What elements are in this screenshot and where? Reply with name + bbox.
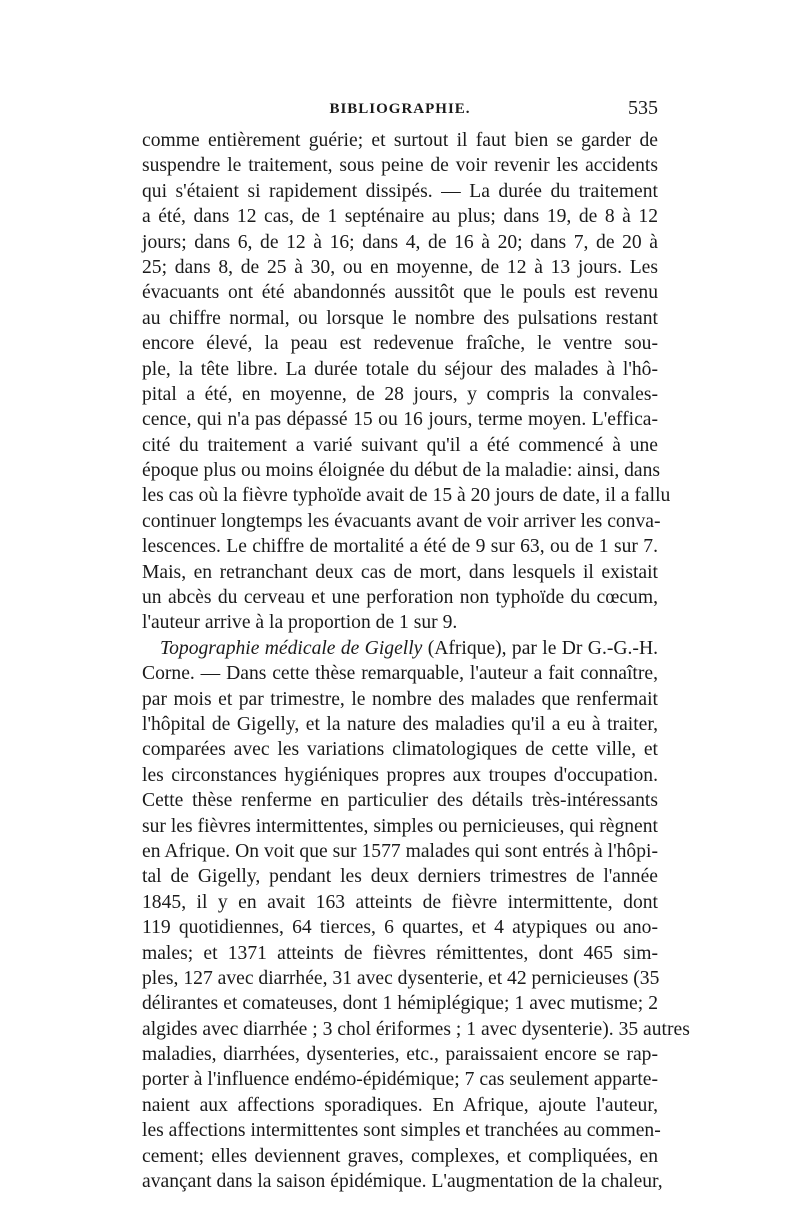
text-line: comparées avec les variations climatologiques de cette ville, et — [142, 739, 658, 761]
text-line: l'auteur arrive à la proportion de 1 sur 9. — [142, 612, 458, 634]
text-line: en Afrique. On voit que sur 1577 malades qui sont entrés à l'hôpi- — [142, 840, 658, 862]
text-line — [142, 636, 658, 661]
text-line: les cas où la fièvre typhoïde avait de 15 à 20 jours de date, il a fallu — [142, 485, 671, 507]
text-line: par mois et par trimestre, le nombre des malades que renfermait — [142, 688, 658, 710]
text-line: ples, 127 avec diarrhée, 31 avec dysenterie, et 42 pernicieuses (35 — [142, 967, 660, 989]
text-line: algides avec diarrhée ; 3 chol ériformes ; 1 avec dysenterie). 35 autres — [142, 1018, 690, 1040]
text-line: l'hôpital de Gigelly, et la nature des maladies qu'il a eu à traiter, — [142, 713, 658, 735]
text-line: au chiffre normal, ou lorsque le nombre des pulsations restant — [142, 307, 658, 329]
text-line: 1845, il y en avait 163 atteints de fièvre intermittente, dont — [142, 891, 658, 913]
text-line: continuer longtemps les évacuants avant de voir arriver les conva- — [142, 510, 661, 532]
text-line: suspendre le traitement, sous peine de voir revenir les accidents — [142, 155, 658, 177]
text-line: maladies, diarrhées, dysenteries, etc., paraissaient encore se rap- — [142, 1044, 658, 1066]
text-line: pital a été, en moyenne, de 28 jours, y compris la convales- — [142, 383, 658, 405]
text-line: a été, dans 12 cas, de 1 septénaire au plus; dans 19, de 8 à 12 — [142, 206, 658, 228]
text-line: évacuants ont été abandonnés aussitôt que le pouls est revenu — [142, 282, 658, 304]
text-line: cence, qui n'a pas dépassé 15 ou 16 jours, terme moyen. L'effica- — [142, 409, 658, 431]
text-line: tal de Gigelly, pendant les deux derniers trimestres de l'année — [142, 866, 658, 888]
text-line: les circonstances hygiéniques propres aux troupes d'occupation. — [142, 764, 658, 786]
text-line: Cette thèse renferme en particulier des détails très-intéressants — [142, 790, 658, 812]
text-line: males; et 1371 atteints de fièvres rémittentes, dont 465 sim- — [142, 942, 658, 964]
text-line: 119 quotidiennes, 64 tierces, 6 quartes, et 4 atypiques ou ano- — [142, 917, 658, 939]
text-line: sur les fièvres intermittentes, simples ou pernicieuses, qui règnent — [142, 815, 658, 837]
text-line: comme entièrement guérie; et surtout il faut bien se garder de — [142, 130, 658, 151]
text-line: porter à l'influence endémo-épidémique; 7 cas seulement apparte- — [142, 1069, 658, 1091]
text-line: cement; elles deviennent graves, complexes, et compliquées, en — [142, 1145, 658, 1167]
text-line: lescences. Le chiffre de mortalité a été de 9 sur 63, ou de 1 sur 7. — [142, 536, 658, 558]
work-title: Topographie médicale de Gigelly — [160, 637, 423, 659]
text-line: Mais, en retranchant deux cas de mort, dans lesquels il existait — [142, 561, 658, 583]
text-line: jours; dans 6, de 12 à 16; dans 4, de 16 à 20; dans 7, de 20 à — [142, 231, 658, 253]
text-line: qui s'étaient si rapidement dissipés. — La durée du traitement — [142, 180, 658, 202]
page-number: 535 — [628, 97, 658, 119]
text-line: 25; dans 8, de 25 à 30, ou en moyenne, de 12 à 13 jours. Les — [142, 256, 658, 278]
text-line: naient aux affections sporadiques. En Afrique, ajoute l'auteur, — [142, 1094, 658, 1116]
text-line: ple, la tête libre. La durée totale du séjour des malades à l'hô- — [142, 358, 658, 380]
text-line: époque plus ou moins éloignée du début de la maladie: ainsi, dans — [142, 460, 661, 482]
text-line: les affections intermittentes sont simples et tranchées au commen- — [142, 1120, 661, 1142]
text-line: Corne. — Dans cette thèse remarquable, l'auteur a fait connaître, — [142, 663, 658, 685]
author-credit: (Afrique), par le Dr G.-G.-H. — [422, 637, 658, 659]
text-line: cité du traitement a varié suivant qu'il a été commencé à une — [142, 434, 658, 456]
page-body — [142, 128, 690, 1194]
running-head: BIBLIOGRAPHIE. — [329, 101, 471, 117]
paragraph-2 — [142, 636, 690, 1195]
paragraph-1 — [142, 128, 671, 636]
text-line: délirantes et comateuses, dont 1 hémiplégique; 1 avec mutisme; 2 — [142, 993, 658, 1015]
page-header — [142, 97, 658, 127]
text-line: un abcès du cerveau et une perforation non typhoïde du cœcum, — [142, 587, 658, 609]
text-line: encore élevé, la peau est redevenue fraîche, le ventre sou- — [142, 333, 658, 355]
text-line: avançant dans la saison épidémique. L'augmentation de la chaleur, — [142, 1171, 663, 1193]
